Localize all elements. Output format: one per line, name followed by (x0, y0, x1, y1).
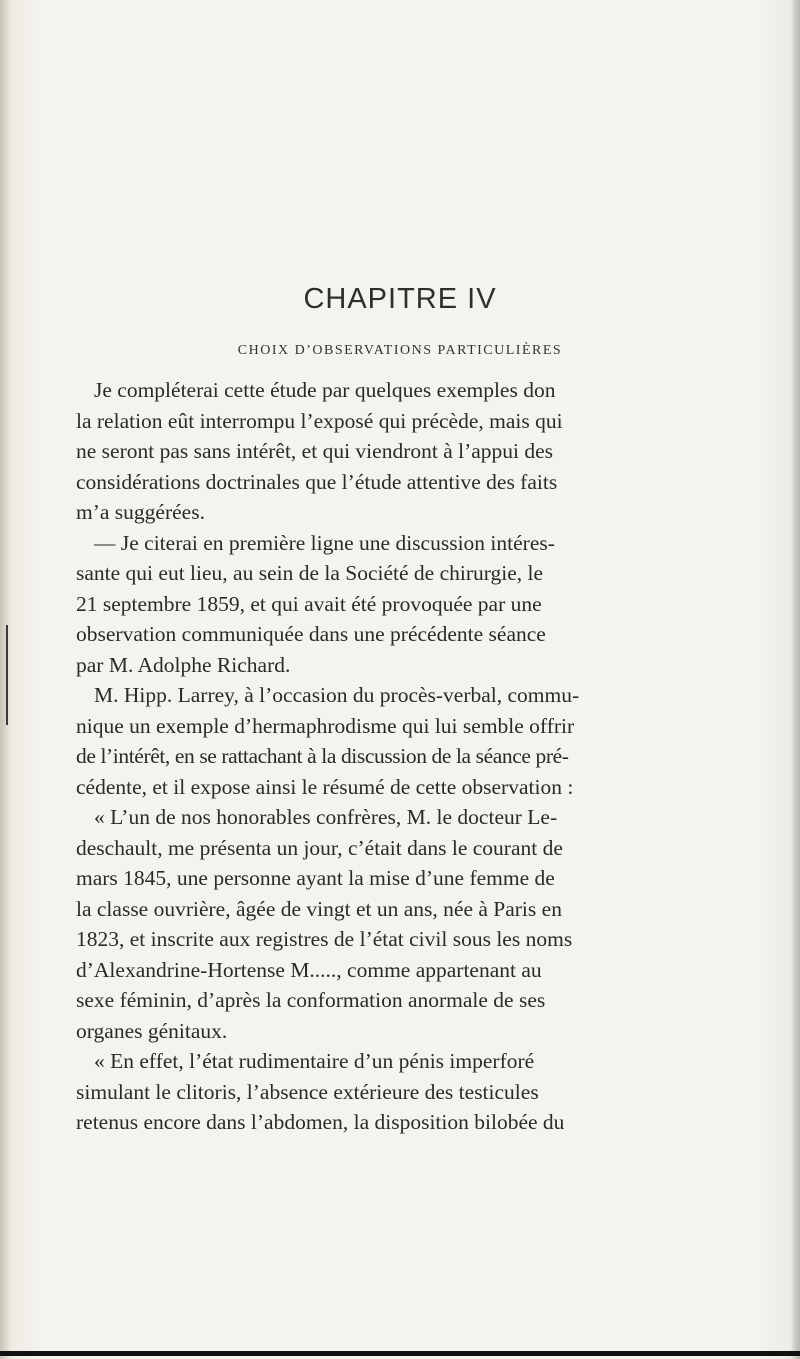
text-line: — Je citerai en première ligne une discussion intéres- (94, 531, 555, 555)
margin-mark (6, 625, 8, 725)
text-line: la classe ouvrière, âgée de vingt et un ans, née à Paris en (76, 897, 562, 921)
chapter-subtitle: CHOIX D’OBSERVATIONS PARTICULIÈRES (237, 343, 563, 358)
text-line: sexe féminin, d’après la conformation anormale de ses (76, 988, 546, 1012)
page-edge (791, 0, 800, 1359)
text-line: « L’un de nos honorables confrères, M. le docteur Le- (94, 805, 558, 829)
text-line: sante qui eut lieu, au sein de la Société de chirurgie, le (76, 561, 544, 585)
text-line: de l’intérêt, en se rattachant à la discussion de la séance pré- (76, 744, 569, 768)
text-line: deschault, me présenta un jour, c’était dans le courant de (76, 836, 563, 860)
text-line: Je compléterai cette étude par quelques exemples don (94, 378, 556, 402)
text-line: ne seront pas sans intérêt, et qui viendront à l’appui des (76, 439, 554, 463)
text-line: organes génitaux. (76, 1019, 228, 1043)
text-line: considérations doctrinales que l’étude attentive des faits (76, 470, 558, 494)
text-line: 1823, et inscrite aux registres de l’état civil sous les noms (76, 927, 573, 951)
text-line: d’Alexandrine-Hortense M....., comme appartenant au (76, 958, 542, 982)
text-line: M. Hipp. Larrey, à l’occasion du procès-verbal, commu- (94, 683, 580, 707)
text-line: la relation eût interrompu l’exposé qui précède, mais qui (76, 409, 563, 433)
text-line: simulant le clitoris, l’absence extérieure des testicules (76, 1080, 539, 1104)
binding-shadow (0, 0, 10, 1359)
text-line: retenus encore dans l’abdomen, la disposition bilobée du (76, 1110, 565, 1134)
text-line: observation communiquée dans une précédente séance (76, 622, 546, 646)
text-line: 21 septembre 1859, et qui avait été provoquée par une (76, 592, 542, 616)
text-line: m’a suggérées. (76, 500, 205, 524)
text-line: par M. Adolphe Richard. (76, 653, 291, 677)
text-line: « En effet, l’état rudimentaire d’un pénis imperforé (94, 1049, 535, 1073)
text-line: cédente, et il expose ainsi le résumé de cette observation : (76, 775, 574, 799)
bottom-rule (0, 1351, 800, 1356)
text-line: nique un exemple d’hermaphrodisme qui lui semble offrir (76, 714, 575, 738)
chapter-title: CHAPITRE IV (303, 283, 497, 315)
text-line: mars 1845, une personne ayant la mise d’une femme de (76, 866, 555, 890)
